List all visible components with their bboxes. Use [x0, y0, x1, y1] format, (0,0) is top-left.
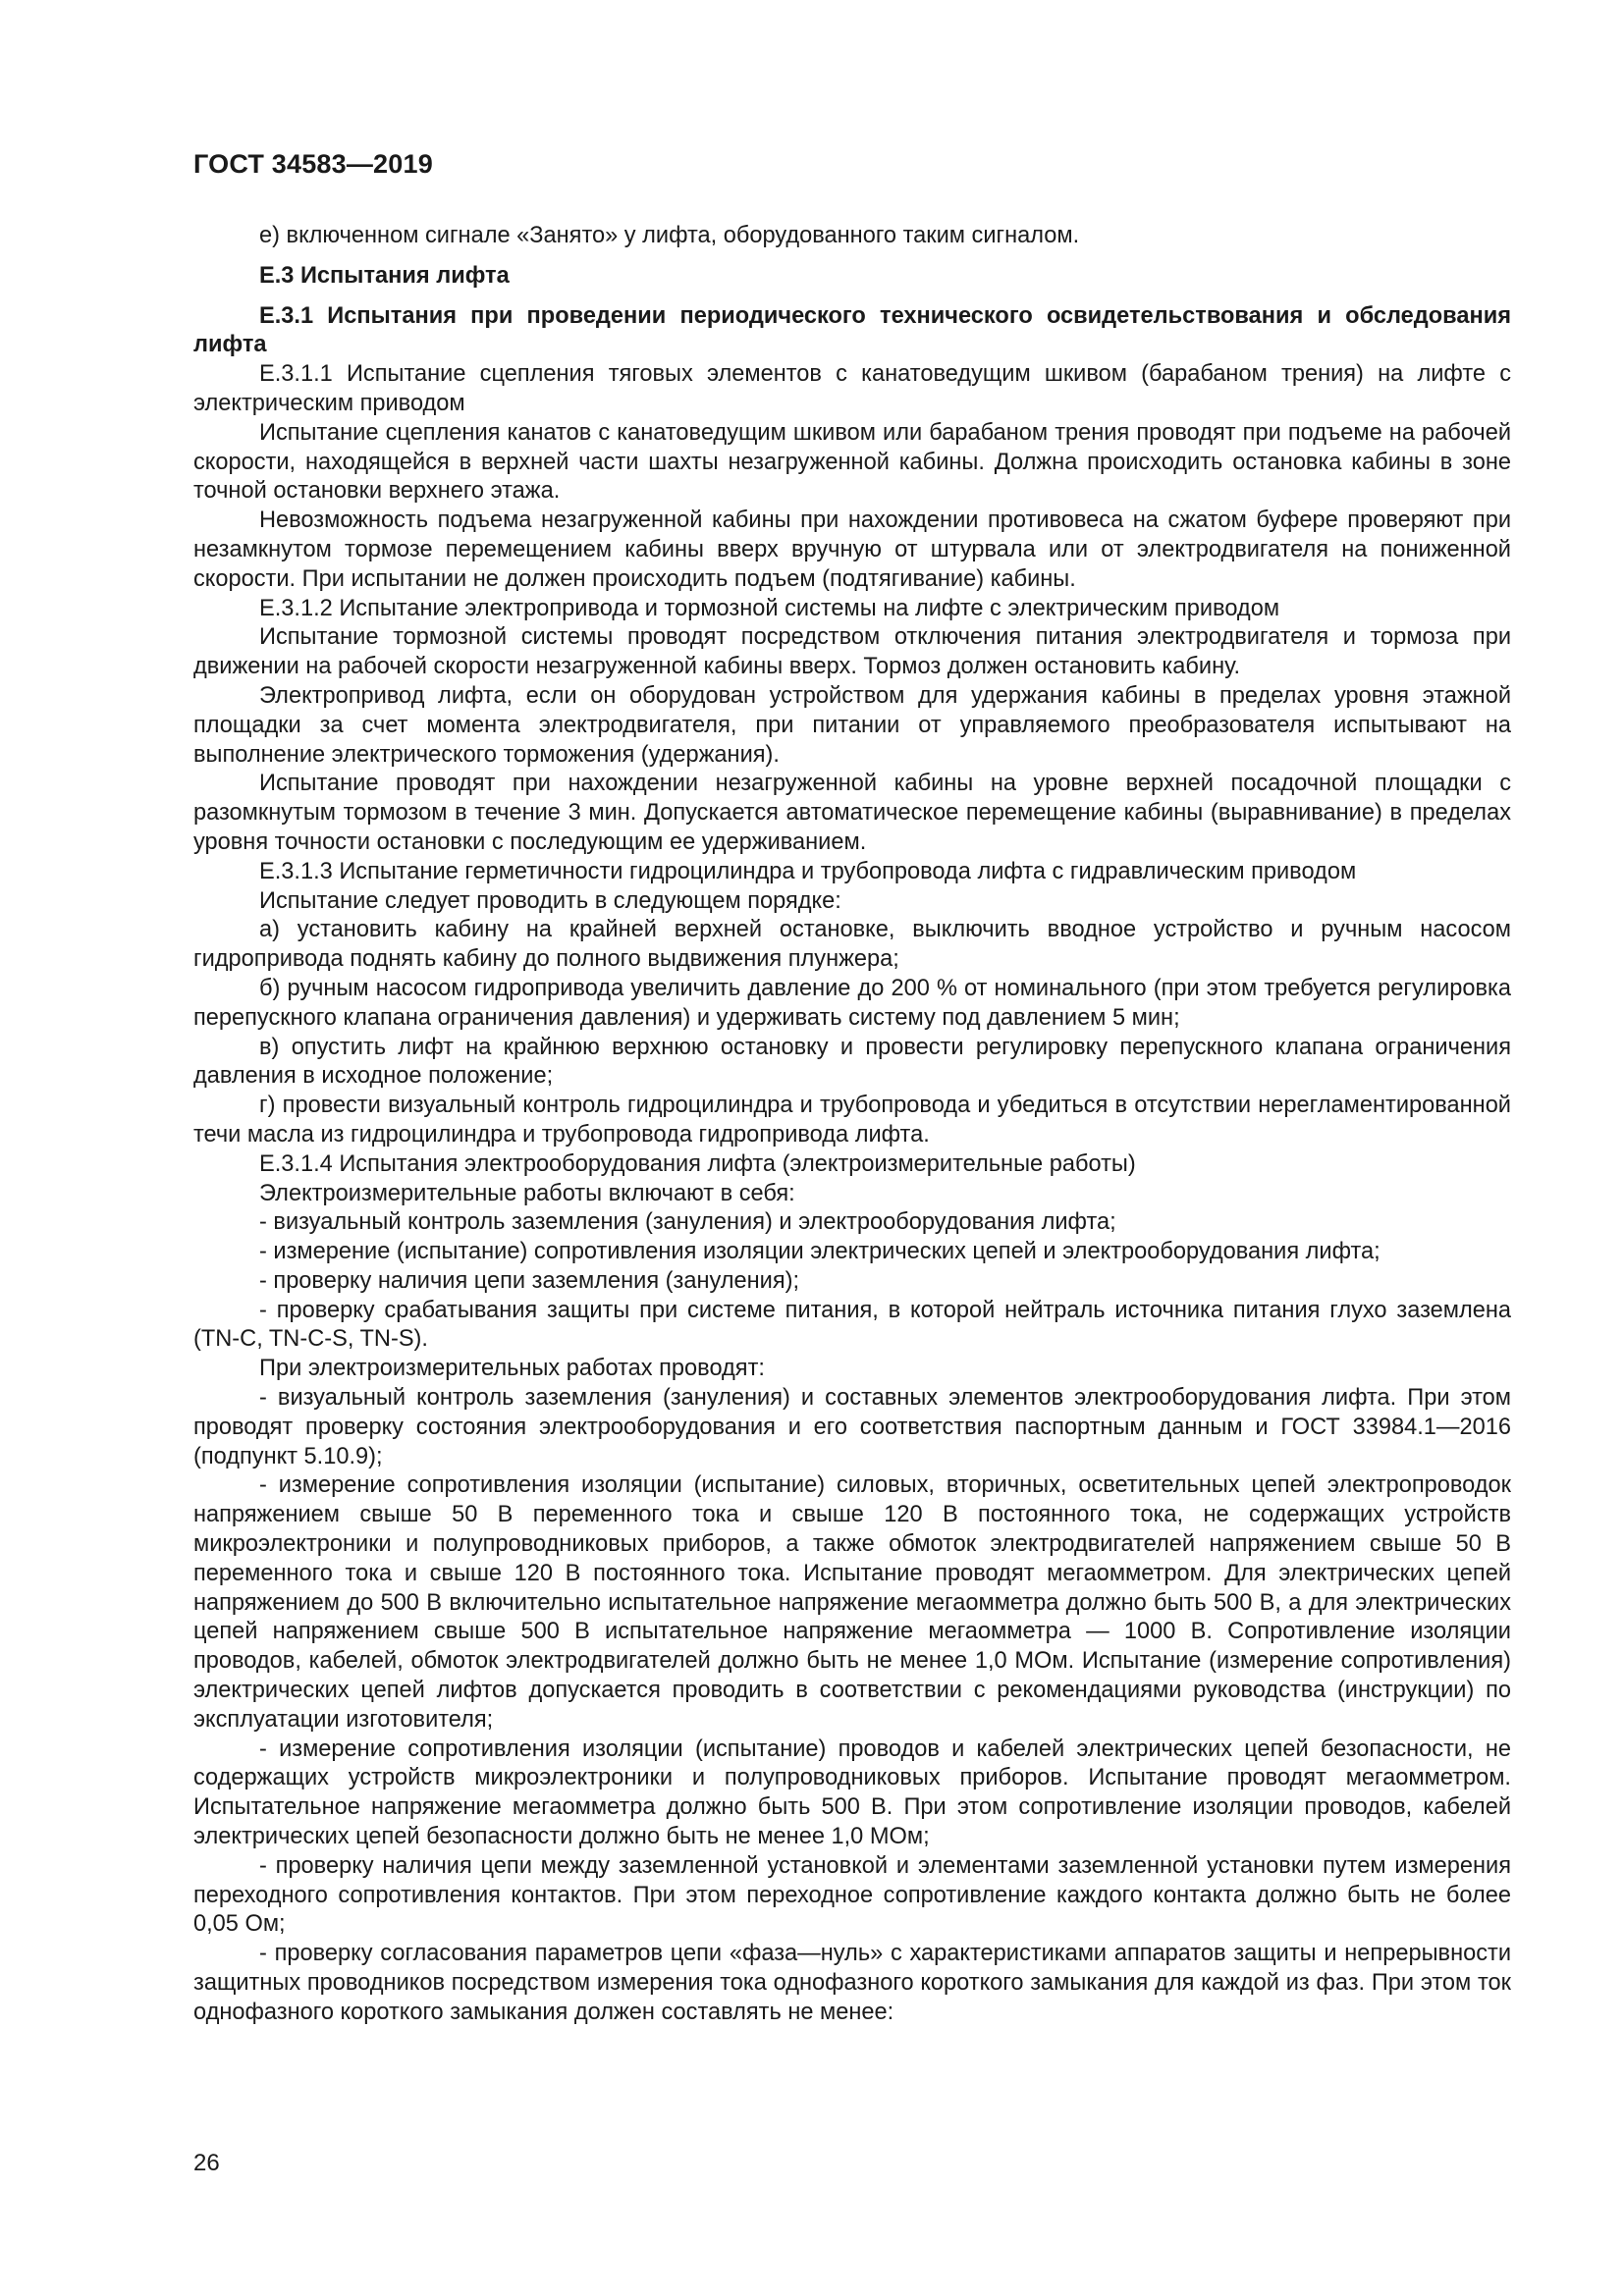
list-item: - измерение (испытание) сопротивления изоляции электрических цепей и электрооборудования лифта; [259, 1239, 1380, 1265]
paragraph-e-item: е) включенном сигнале «Занято» у лифта, оборудованного таким сигналом. [259, 223, 1080, 248]
list-item: - проверку срабатывания защиты при системе питания, в которой нейтраль источника питания глухо заземлена (TN-C, TN-C-S, TN-S). [193, 1297, 1511, 1353]
list-item: - измерение сопротивления изоляции (испытание) силовых, вторичных, осветительных цепей электропроводок напряжением свыше 50 В переменного тока и свыше 120 В постоянного тока, не содержащих устройств микроэлектроники и полупроводниковых приборов, а также обмоток электродвигателей напряжением свыше 50 В переменного тока и свыше 120 В постоянного тока. Испытание проводят мегаомметром. Для электрических цепей напряжением до 500 В включительно испытательное напряжение мегаомметра должно быть 500 В, а для электрических цепей напряжением свыше 500 В испытательное напряжение мегаомметра — 1000 В. Сопротивление изоляции проводов, кабелей, обмоток электродвигателей должно быть не менее 1,0 МОм. Испытание (измерение сопротивления) электрических цепей лифтов допускается проводить в соответствии с рекомендациями руководства (инструкции) по эксплуатации изготовителя; [193, 1472, 1511, 1733]
subsection-heading-e313: Е.3.1.3 Испытание герметичности гидроцилиндра и трубопровода лифта с гидравлическим приводом [259, 858, 1357, 884]
paragraph: Электропривод лифта, если он оборудован устройством для удержания кабины в пределах уровня этажной площадки за счет момента электродвигателя, при питании от управляемого преобразователя испытывают на выполнение электрического торможения (удержания). [193, 682, 1511, 768]
list-item: г) провести визуальный контроль гидроцилиндра и трубопровода и убедиться в отсутствии нерегламентированной течи масла из гидроцилиндра и трубопровода гидропривода лифта. [193, 1093, 1511, 1148]
subsection-heading-e312: Е.3.1.2 Испытание электропривода и тормозной системы на лифте с электрическим приводом [259, 595, 1280, 621]
paragraph: Испытание сцепления канатов с канатоведущим шкивом или барабаном трения проводят при подъеме на рабочей скорости, находящейся в верхней части шахты незагруженной кабины. Должна происходить остановка кабины в зоне точной остановки верхнего этажа. [193, 419, 1511, 505]
subsection-heading-e311: Е.3.1.1 Испытание сцепления тяговых элементов с канатоведущим шкивом (барабаном трения) на лифте с электрическим приводом [193, 361, 1511, 416]
list-item: б) ручным насосом гидропривода увеличить давление до 200 % от номинального (при этом требуется регулировка перепускного клапана ограничения давления) и удерживать систему под давлением 5 мин; [193, 975, 1511, 1031]
list-item: - визуальный контроль заземления (зануления) и составных элементов электрооборудования лифта. При этом проводят проверку состояния электрооборудования и его соответствия паспортным данным и ГОСТ 33984.1—2016 (подпункт 5.10.9); [193, 1385, 1511, 1469]
paragraph: Испытание следует проводить в следующем порядке: [259, 887, 841, 914]
list-item: - визуальный контроль заземления (зануления) и электрооборудования лифта; [259, 1209, 1116, 1236]
paragraph: Электроизмерительные работы включают в себя: [259, 1180, 795, 1206]
paragraph: Невозможность подъема незагруженной кабины при нахождении противовеса на сжатом буфере проверяют при незамкнутом тормозе перемещением кабины вверх вручную от штурвала или от электродвигателя на пониженной скорости. При испытании не должен происходить подъем (подтягивание) кабины. [193, 507, 1511, 592]
list-item: - проверку согласования параметров цепи «фаза—нуль» с характеристиками аппаратов защиты и непрерывности защитных проводников посредством измерения тока однофазного короткого замыкания для каждой из фаз. При этом ток однофазного короткого замыкания должен составлять не менее: [193, 1941, 1511, 2025]
subsection-heading-e314: Е.3.1.4 Испытания электрооборудования лифта (электроизмерительные работы) [259, 1150, 1136, 1177]
list-item: - проверку наличия цепи заземления (зануления); [259, 1267, 800, 1294]
section-heading-e31: Е.3.1 Испытания при проведении периодического технического освидетельствования и обследования лифта [193, 302, 1511, 358]
document-header: ГОСТ 34583—2019 [193, 149, 433, 179]
section-heading-e3: Е.3 Испытания лифта [259, 262, 510, 289]
list-item: - измерение сопротивления изоляции (испытание) проводов и кабелей электрических цепей безопасности, не содержащих устройств микроэлектроники и полупроводниковых приборов. Испытание проводят мегаомметром. Испытательное напряжение мегаомметра должно быть 500 В. При этом сопротивление изоляции проводов, кабелей электрических цепей безопасности должно быть не менее 1,0 МОм; [193, 1735, 1511, 1850]
document-body [193, 222, 1511, 2028]
list-item: в) опустить лифт на крайнюю верхнюю остановку и провести регулировку перепускного клапана ограничения давления в исходное положение; [193, 1034, 1511, 1090]
paragraph: Испытание проводят при нахождении незагруженной кабины на уровне верхней посадочной площадки с разомкнутым тормозом в течение 3 мин. Допускается автоматическое перемещение кабины (выравнивание) в пределах уровня точности остановки с последующим ее удерживанием. [193, 771, 1511, 855]
paragraph: Испытание тормозной системы проводят посредством отключения питания электродвигателя и тормоза при движении на рабочей скорости незагруженной кабины вверх. Тормоз должен остановить кабину. [193, 624, 1511, 680]
list-item: а) установить кабину на крайней верхней остановке, выключить вводное устройство и ручным насосом гидропривода поднять кабину до полного выдвижения плунжера; [193, 917, 1511, 973]
paragraph: При электроизмерительных работах проводят: [259, 1356, 765, 1382]
page-number: 26 [193, 2150, 220, 2176]
list-item: - проверку наличия цепи между заземленной установкой и элементами заземленной установки путем измерения переходного сопротивления контактов. При этом переходное сопротивление каждого контакта должно быть не более 0,05 Ом; [193, 1852, 1511, 1938]
